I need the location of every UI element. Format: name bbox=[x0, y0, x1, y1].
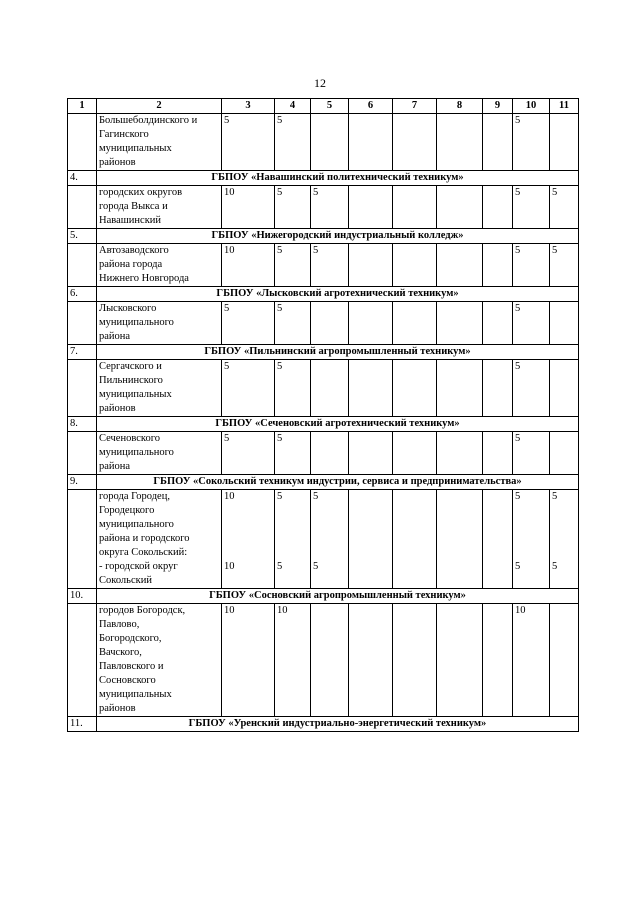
empty-cell bbox=[349, 186, 393, 229]
empty-cell bbox=[483, 186, 513, 229]
institution-row bbox=[68, 589, 579, 604]
district-line: Богородского, bbox=[99, 633, 162, 644]
table-row bbox=[68, 604, 579, 717]
district-line: Сокольский bbox=[99, 575, 152, 586]
row-number: 5. bbox=[68, 229, 97, 244]
district-cell bbox=[97, 360, 222, 417]
district-line: Пильнинского bbox=[99, 375, 163, 386]
row-number: 9. bbox=[68, 475, 97, 490]
table-row bbox=[68, 490, 579, 589]
empty-cell bbox=[437, 114, 483, 171]
district-cell bbox=[97, 114, 222, 171]
value-cell bbox=[550, 604, 579, 717]
institution-row bbox=[68, 345, 579, 360]
empty-cell bbox=[68, 432, 97, 475]
value-cell: 5 bbox=[275, 186, 311, 229]
value-cell: 5 bbox=[513, 302, 550, 345]
empty-cell bbox=[437, 490, 483, 589]
district-line: районов bbox=[99, 403, 136, 414]
institution-row bbox=[68, 287, 579, 302]
row-number: 8. bbox=[68, 417, 97, 432]
value-cell: 10 bbox=[513, 604, 550, 717]
district-line: Навашинский bbox=[99, 215, 162, 226]
district-line: районов bbox=[99, 157, 136, 168]
value-cell bbox=[311, 490, 349, 589]
value-cell: 5 bbox=[513, 360, 550, 417]
empty-cell bbox=[483, 114, 513, 171]
district-cell bbox=[97, 604, 222, 717]
empty-cell bbox=[68, 604, 97, 717]
institution-row bbox=[68, 417, 579, 432]
institution-title: ГБПОУ «Сосновский агропромышленный техникум» bbox=[97, 589, 579, 604]
value-cell: 5 bbox=[513, 186, 550, 229]
district-line: Сосновского bbox=[99, 675, 156, 686]
header-row bbox=[68, 99, 579, 114]
empty-cell bbox=[393, 302, 437, 345]
value-b: 10 bbox=[224, 561, 235, 572]
district-line: Павлово, bbox=[99, 619, 140, 630]
value-cell bbox=[222, 490, 275, 589]
district-line: района bbox=[99, 331, 131, 342]
value-cell bbox=[550, 302, 579, 345]
table-row bbox=[68, 114, 579, 171]
district-cell bbox=[97, 302, 222, 345]
institution-row bbox=[68, 475, 579, 490]
district-line: района bbox=[99, 461, 131, 472]
col-header-5: 5 bbox=[311, 99, 349, 114]
value-cell bbox=[550, 360, 579, 417]
district-line: Гагинского bbox=[99, 129, 149, 140]
value-cell: 5 bbox=[275, 114, 311, 171]
district-cell bbox=[97, 432, 222, 475]
empty-cell bbox=[68, 490, 97, 589]
table-body bbox=[68, 114, 579, 732]
institution-row bbox=[68, 171, 579, 186]
empty-cell bbox=[437, 604, 483, 717]
district-line: Лысковского bbox=[99, 303, 157, 314]
value-a: 5 bbox=[552, 491, 558, 502]
value-gap bbox=[552, 504, 576, 560]
col-header-7: 7 bbox=[393, 99, 437, 114]
empty-cell bbox=[437, 360, 483, 417]
institution-title: ГБПОУ «Уренский индустриально-энергетический техникум» bbox=[97, 717, 579, 732]
empty-cell bbox=[68, 360, 97, 417]
district-line: города Выкса и bbox=[99, 201, 168, 212]
value-cell: 5 bbox=[311, 186, 349, 229]
value-cell bbox=[550, 114, 579, 171]
col-header-8: 8 bbox=[437, 99, 483, 114]
empty-cell bbox=[393, 490, 437, 589]
empty-cell bbox=[349, 360, 393, 417]
district-line: городских округов bbox=[99, 187, 183, 198]
empty-cell bbox=[437, 302, 483, 345]
empty-cell bbox=[68, 114, 97, 171]
col-header-3: 3 bbox=[222, 99, 275, 114]
district-line: района и городского bbox=[99, 533, 190, 544]
empty-cell bbox=[393, 360, 437, 417]
value-cell bbox=[311, 360, 349, 417]
institution-title: ГБПОУ «Нижегородский индустриальный колледж» bbox=[97, 229, 579, 244]
value-cell bbox=[550, 432, 579, 475]
institution-title: ГБПОУ «Пильнинский агропромышленный техникум» bbox=[97, 345, 579, 360]
district-line: муниципального bbox=[99, 317, 174, 328]
value-cell: 5 bbox=[550, 244, 579, 287]
row-number: 6. bbox=[68, 287, 97, 302]
value-cell: 5 bbox=[222, 114, 275, 171]
row-number: 11. bbox=[68, 717, 97, 732]
institution-title: ГБПОУ «Лысковский агротехнический техникум» bbox=[97, 287, 579, 302]
value-cell: 5 bbox=[513, 114, 550, 171]
empty-cell bbox=[483, 360, 513, 417]
value-a: 5 bbox=[515, 491, 521, 502]
empty-cell bbox=[349, 604, 393, 717]
table-row bbox=[68, 432, 579, 475]
value-cell bbox=[311, 302, 349, 345]
empty-cell bbox=[393, 244, 437, 287]
district-cell bbox=[97, 186, 222, 229]
empty-cell bbox=[393, 186, 437, 229]
value-b: 5 bbox=[552, 561, 558, 572]
value-cell: 5 bbox=[275, 360, 311, 417]
empty-cell bbox=[349, 302, 393, 345]
empty-cell bbox=[349, 490, 393, 589]
value-cell: 5 bbox=[311, 244, 349, 287]
district-line: муниципальных bbox=[99, 143, 172, 154]
row-number: 7. bbox=[68, 345, 97, 360]
row-number: 10. bbox=[68, 589, 97, 604]
value-cell bbox=[550, 490, 579, 589]
district-line: Городецкого bbox=[99, 505, 155, 516]
district-line: муниципального bbox=[99, 519, 174, 530]
empty-cell bbox=[483, 490, 513, 589]
district-line: Большеболдинского и bbox=[99, 115, 198, 126]
value-cell: 5 bbox=[275, 432, 311, 475]
district-line: муниципальных bbox=[99, 689, 172, 700]
value-cell: 5 bbox=[275, 244, 311, 287]
value-gap bbox=[224, 504, 272, 560]
district-line: Сеченовского bbox=[99, 433, 161, 444]
value-a: 5 bbox=[277, 491, 283, 502]
table-row bbox=[68, 302, 579, 345]
institution-title: ГБПОУ «Навашинский политехнический техникум» bbox=[97, 171, 579, 186]
empty-cell bbox=[349, 432, 393, 475]
value-cell: 10 bbox=[222, 186, 275, 229]
value-b: 5 bbox=[515, 561, 521, 572]
table-row bbox=[68, 360, 579, 417]
district-line: Автозаводского bbox=[99, 245, 169, 256]
value-a: 5 bbox=[313, 491, 319, 502]
district-line: Вачского, bbox=[99, 647, 142, 658]
district-line: района города bbox=[99, 259, 163, 270]
empty-cell bbox=[437, 186, 483, 229]
table-row bbox=[68, 186, 579, 229]
row-number: 4. bbox=[68, 171, 97, 186]
empty-cell bbox=[393, 114, 437, 171]
empty-cell bbox=[483, 302, 513, 345]
empty-cell bbox=[483, 244, 513, 287]
institution-row bbox=[68, 717, 579, 732]
value-cell: 5 bbox=[222, 302, 275, 345]
value-cell: 5 bbox=[222, 360, 275, 417]
value-cell: 5 bbox=[550, 186, 579, 229]
empty-cell bbox=[437, 244, 483, 287]
district-line: районов bbox=[99, 703, 136, 714]
value-a: 10 bbox=[224, 491, 235, 502]
value-b: 5 bbox=[313, 561, 319, 572]
value-cell: 10 bbox=[275, 604, 311, 717]
district-line: Павловского и bbox=[99, 661, 164, 672]
value-cell: 5 bbox=[275, 302, 311, 345]
col-header-1: 1 bbox=[68, 99, 97, 114]
value-cell: 10 bbox=[222, 604, 275, 717]
value-cell: 5 bbox=[513, 432, 550, 475]
district-line: муниципальных bbox=[99, 389, 172, 400]
institution-title: ГБПОУ «Сокольский техникум индустрии, сервиса и предпринимательства» bbox=[97, 475, 579, 490]
col-header-10: 10 bbox=[513, 99, 550, 114]
empty-cell bbox=[68, 186, 97, 229]
value-cell bbox=[311, 114, 349, 171]
empty-cell bbox=[393, 604, 437, 717]
district-line: муниципального bbox=[99, 447, 174, 458]
empty-cell bbox=[68, 302, 97, 345]
value-gap bbox=[277, 504, 308, 560]
value-cell bbox=[275, 490, 311, 589]
district-line: - городской округ bbox=[99, 561, 178, 572]
empty-cell bbox=[349, 114, 393, 171]
district-line: Нижнего Новгорода bbox=[99, 273, 189, 284]
col-header-9: 9 bbox=[483, 99, 513, 114]
institution-title: ГБПОУ «Сеченовский агротехнический техникум» bbox=[97, 417, 579, 432]
quota-table bbox=[67, 98, 579, 732]
col-header-11: 11 bbox=[550, 99, 579, 114]
page-number: 12 bbox=[314, 76, 326, 90]
empty-cell bbox=[483, 432, 513, 475]
district-line: Сергачского и bbox=[99, 361, 162, 372]
col-header-2: 2 bbox=[97, 99, 222, 114]
empty-cell bbox=[483, 604, 513, 717]
value-b: 5 bbox=[277, 561, 283, 572]
empty-cell bbox=[393, 432, 437, 475]
value-cell: 5 bbox=[222, 432, 275, 475]
value-cell: 10 bbox=[222, 244, 275, 287]
col-header-4: 4 bbox=[275, 99, 311, 114]
district-line: округа Сокольский: bbox=[99, 547, 188, 558]
value-gap bbox=[515, 504, 547, 560]
value-cell bbox=[513, 490, 550, 589]
table-row bbox=[68, 244, 579, 287]
district-cell bbox=[97, 490, 222, 589]
district-cell bbox=[97, 244, 222, 287]
institution-row bbox=[68, 229, 579, 244]
empty-cell bbox=[437, 432, 483, 475]
district-line: города Городец, bbox=[99, 491, 170, 502]
col-header-6: 6 bbox=[349, 99, 393, 114]
empty-cell bbox=[349, 244, 393, 287]
empty-cell bbox=[68, 244, 97, 287]
value-cell bbox=[311, 604, 349, 717]
district-line: городов Богородск, bbox=[99, 605, 186, 616]
value-cell: 5 bbox=[513, 244, 550, 287]
value-gap bbox=[313, 504, 346, 560]
value-cell bbox=[311, 432, 349, 475]
